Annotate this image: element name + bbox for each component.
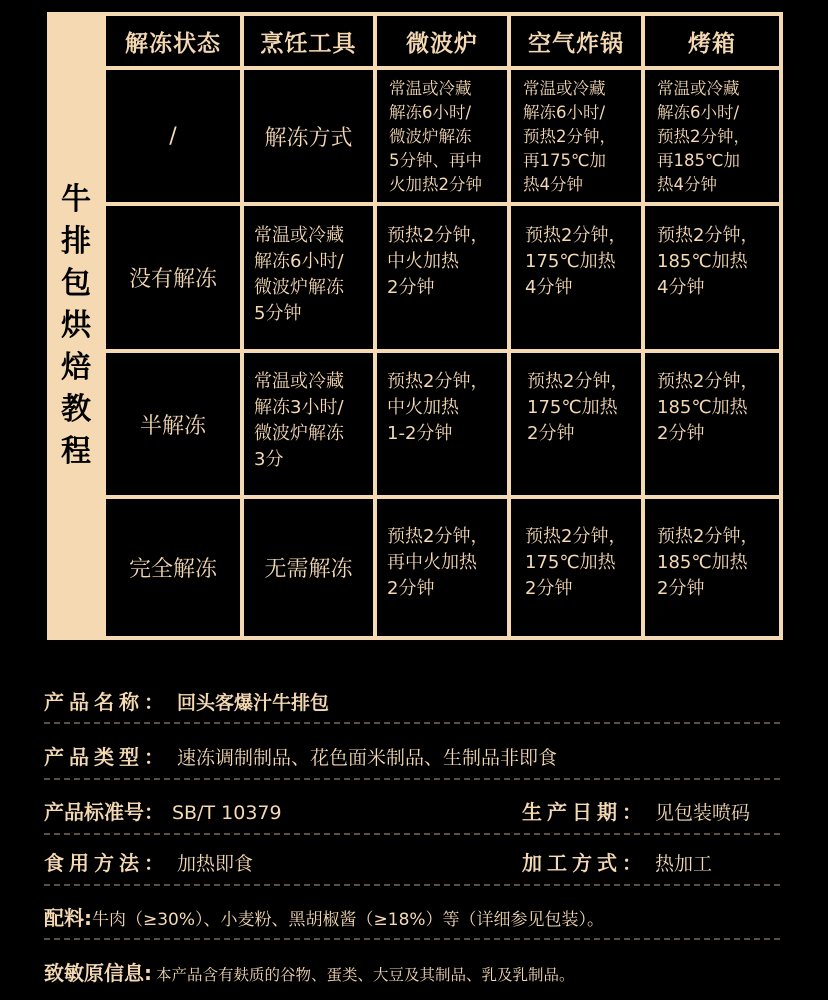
standard-label: 产品标准号：: [44, 800, 164, 824]
row4-oven: 预热2分钟， 185℃加热 2分钟: [645, 499, 779, 636]
product-type-row: [44, 741, 780, 770]
divider: [44, 778, 780, 780]
allergen-row: [44, 957, 780, 986]
row3-tool: 常温或冷藏 解冻3小时/ 微波炉解冻 3分: [244, 353, 373, 495]
usage-process-row: [44, 847, 780, 876]
row3-air-fryer: 预热2分钟， 175℃加热 2分钟: [511, 353, 641, 495]
process-label: 加工方式：: [522, 851, 647, 875]
row4-state: 完全解冻: [106, 499, 240, 636]
product-name-value: 回头客爆汁牛排包: [177, 692, 330, 714]
production-date-label: 生产日期：: [522, 800, 647, 824]
allergen-value: 本产品含有麸质的谷物、蛋类、大豆及其制品、乳及乳制品。: [156, 966, 575, 984]
row3-microwave: 预热2分钟， 中火加热 1-2分钟: [377, 353, 507, 495]
header-microwave: 微波炉: [377, 16, 507, 66]
row2-oven: 预热2分钟， 185℃加热 4分钟: [645, 206, 779, 349]
row2-microwave: 预热2分钟， 中火加热 2分钟: [377, 206, 507, 349]
usage-label: 食用方法：: [44, 851, 169, 875]
product-name-row: [44, 686, 780, 715]
row1-microwave: 常温或冷藏 解冻6小时/ 微波炉解冻 5分钟、再中 火加热2分钟: [377, 70, 507, 202]
row2-tool: 常温或冷藏 解冻6小时/ 微波炉解冻 5分钟: [244, 206, 373, 349]
tutorial-table: [47, 12, 783, 640]
divider: [44, 833, 780, 835]
row3-state: 半解冻: [106, 353, 240, 495]
table-side-title: 牛 排 包 烘 焙 教 程: [61, 182, 91, 469]
production-date-value: 见包装喷码: [655, 802, 751, 824]
header-thaw-state: 解冻状态: [106, 16, 240, 66]
row1-oven: 常温或冷藏 解冻6小时/ 预热2分钟， 再185℃加 热4分钟: [645, 70, 779, 202]
ingredients-row: [44, 902, 780, 931]
product-type-value: 速冻调制制品、花色面米制品、生制品非即食: [177, 747, 558, 769]
row2-air-fryer: 预热2分钟， 175℃加热 4分钟: [511, 206, 641, 349]
standard-date-row: [44, 796, 780, 825]
divider: [44, 938, 780, 940]
row1-tool: 解冻方式: [244, 70, 373, 202]
row4-microwave: 预热2分钟， 再中火加热 2分钟: [377, 499, 507, 636]
usage-value: 加热即食: [177, 853, 254, 875]
header-cooking-tool: 烹饪工具: [244, 16, 373, 66]
allergen-label: 致敏原信息:: [44, 961, 152, 985]
header-oven: 烤箱: [645, 16, 779, 66]
row1-state: /: [106, 70, 240, 202]
row4-tool: 无需解冻: [244, 499, 373, 636]
header-air-fryer: 空气炸锅: [511, 16, 641, 66]
product-name-label: 产品名称：: [44, 690, 169, 714]
row4-air-fryer: 预热2分钟， 175℃加热 2分钟: [511, 499, 641, 636]
row2-state: 没有解冻: [106, 206, 240, 349]
product-type-label: 产品类型：: [44, 745, 169, 769]
standard-value: SB/T 10379: [172, 802, 282, 824]
divider: [44, 722, 780, 724]
process-value: 热加工: [655, 853, 713, 875]
row3-oven: 预热2分钟， 185℃加热 2分钟: [645, 353, 779, 495]
ingredients-label: 配料:: [44, 906, 92, 930]
ingredients-value: 牛肉（≥30%）、小麦粉、黑胡椒酱（≥18%）等（详细参见包装）。: [92, 910, 605, 930]
row1-air-fryer: 常温或冷藏 解冻6小时/ 预热2分钟， 再175℃加 热4分钟: [511, 70, 641, 202]
divider: [44, 884, 780, 886]
